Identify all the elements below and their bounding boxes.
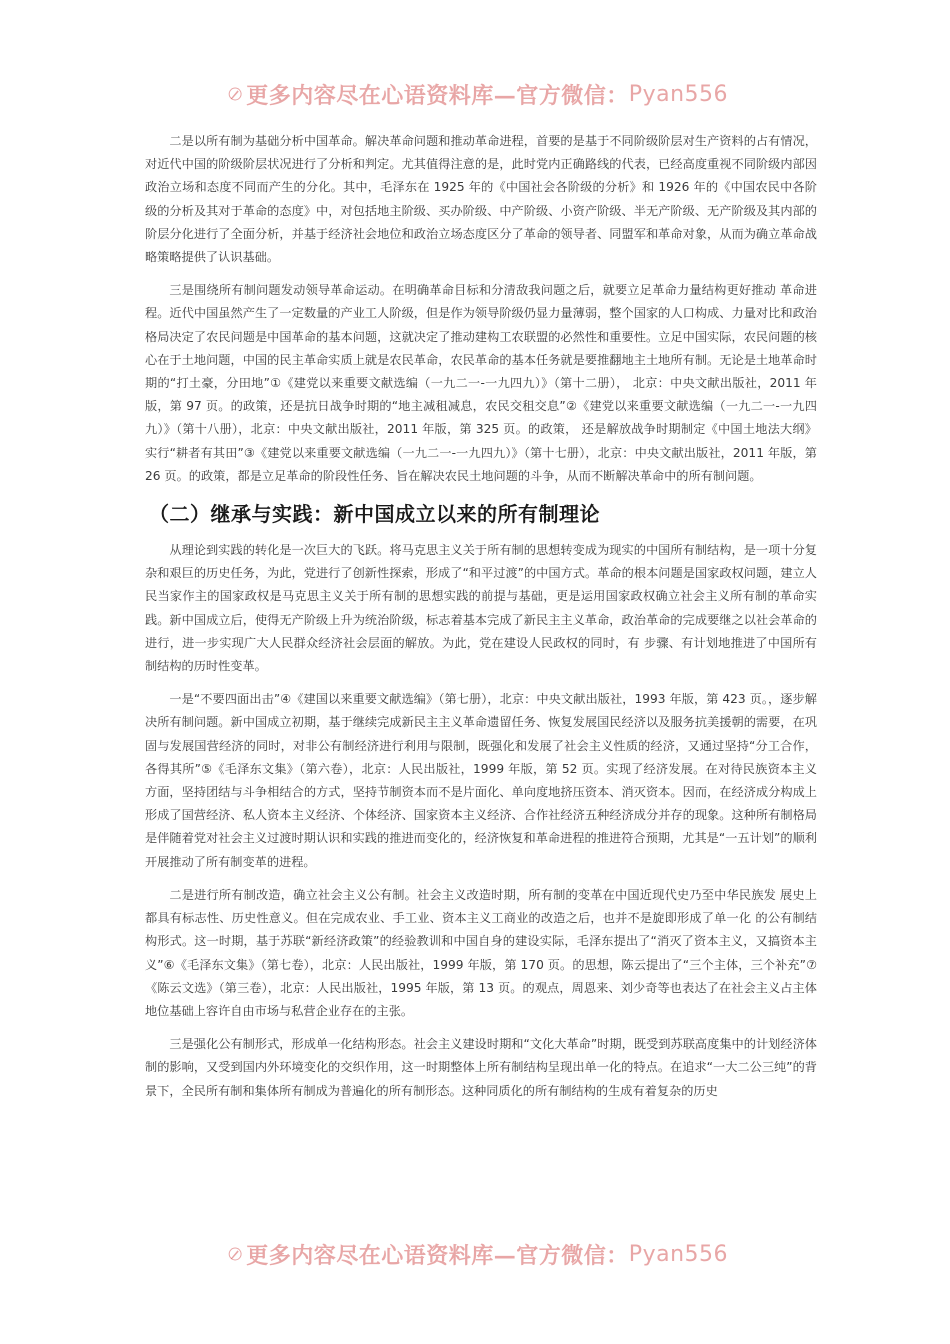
paragraph: 三是强化公有制形式，形成单一化结构形态。社会主义建设时期和“文化大革命”时期，既受到苏联高度集中的计划经济体制的影响，又受到国内外环境变化的交织作用，这一时期整体上所有制结构呈现出单一化的特点。在追求“一大二公三纯”的背景下，全民所有制和集体所有制成为普遍化的所有制形态。这种同质化的所有制结构的生成有着复杂的历史 [145,1037,817,1098]
header-banner [228,72,728,116]
document-body [145,130,817,1113]
banner-wechat-id: Pyan556 [628,1241,728,1267]
paragraph: 从理论到实践的转化是一次巨大的飞跃。将马克思主义关于所有制的思想转变成为现实的中国所有制结构，是一项十分复杂和艰巨的历史任务，为此，党进行了创新性探索，形成了“和平过渡”的中国方式。革命的根本问题是国家政权问题，建立人民当家作主的国家政权是马克思主义关于所有制的思想实践的前提与基础，更是运用国家政权确立社会主义所有制的革命实践。新中国成立后，使得无产阶级上升为统治阶级，标志着基本完成了新民主主义革命，政治革命的完成要继之以社会革命的进行，进一步实现广大人民群众经济社会层面的解放。为此，党在建设人民政权的同时，有 步骤、有计划地推进了中国所有制结构的历时性变革。 [145,543,817,674]
banner-text: 更多内容尽在心语资料库—官方微信： [246,82,629,109]
banner-text: 更多内容尽在心语资料库—官方微信： [246,1242,629,1269]
paragraph: 三是围绕所有制问题发动领导革命运动。在明确革命目标和分清敌我问题之后，就要立足革命力量结构更好推动 革命进程。近代中国虽然产生了一定数量的产业工人阶级，但是作为领导阶级仍显力量薄弱，整个国家的人口构成、力量对比和政治格局决定了农民问题是中国革命的基本问题，这就决定了推动建构工农联盟的必然性和重要性。立足中国实际，农民问题的核心在于土地问题，中国的民主革命实质上就是农民革命，农民革命的基本任务就是要推翻地主土地所有制。无论是土地革命时期的“打土豪，分田地”①《建党以来重要文献选编（一九二一-一九四九）》（第十二册）， 北京：中央文献出版社，2011 年版，第 97 页。的政策，还是抗日战争时期的“地主减租减息，农民交租交息”②《建党以来重要文献选编（一九二一-一九四九）》（第十八册），北京：中央文献出版社，2011 年版，第 325 页。的政策， 还是解放战争时期制定《中国土地法大纲》实行“耕者有其田”③《建党以来重要文献选编（一九二一-一九四九）》（第十七册），北京：中央文献出版社，2011 年版，第 26 页。的政策，都是立足革命的阶段性任务、旨在解决农民土地问题的斗争，从而不断解决革命中的所有制问题。 [145,283,817,483]
pen-logo-icon [228,76,242,112]
banner-wechat-id: Pyan556 [628,81,728,107]
paragraph: 一是“不要四面出击”④《建国以来重要文献选编》（第七册），北京：中央文献出版社，1993 年版，第 423 页。，逐步解决所有制问题。新中国成立初期，基于继续完成新民主主义革命遗留任务、恢复发展国民经济以及服务抗美援朝的需要，在巩固与发展国营经济的同时，对非公有制经济进行利用与限制，既强化和发展了社会主义性质的经济，又通过坚持“分工合作，各得其所”⑤《毛泽东文集》（第六卷），北京：人民出版社，1999 年版，第 52 页。实现了经济发展。在对待民族资本主义方面，坚持团结与斗争相结合的方式，坚持节制资本而不是片面化、单向度地挤压资本、消灭资本。因而，在经济成分构成上形成了国营经济、私人资本主义经济、个体经济、国家资本主义经济、合作社经济五种经济成分并存的现象。这种所有制格局是伴随着党对社会主义过渡时期认识和实践的推进而变化的，经济恢复和革命进程的推进符合预期，尤其是“一五计划”的顺利开展推动了所有制变革的进程。 [145,692,817,869]
pen-logo-icon [228,1236,242,1272]
paragraph: 二是以所有制为基础分析中国革命。解决革命问题和推动革命进程，首要的是基于不同阶级阶层对生产资料的占有情况，对近代中国的阶级阶层状况进行了分析和判定。尤其值得注意的是，此时党内正确路线的代表，已经高度重视不同阶级内部因政治立场和态度不同而产生的分化。其中，毛泽东在 1925 年的《中国社会各阶级的分析》和 1926 年的《中国农民中各阶级的分析及其对于革命的态度》中，对包括地主阶级、买办阶级、中产阶级、小资产阶级、半无产阶级、无产阶级及其内部的阶层分化进行了全面分析，并基于经济社会地位和政治立场态度区分了革命的领导者、同盟军和革命对象，从而为确立革命战略策略提供了认识基础。 [145,134,817,265]
footer-banner [228,1232,728,1276]
paragraph: 二是进行所有制改造，确立社会主义公有制。社会主义改造时期，所有制的变革在中国近现代史乃至中华民族发 展史上都具有标志性、历史性意义。但在完成农业、手工业、资本主义工商业的改造之后，也并不是旋即形成了单一化 的公有制结构形式。这一时期，基于苏联“新经济政策”的经验教训和中国自身的建设实际，毛泽东提出了“消灭了资本主义，又搞资本主义”⑥《毛泽东文集》（第七卷），北京：人民出版社，1999 年版，第 170 页。的思想，陈云提出了“三个主体，三个补充”⑦《陈云文选》（第三卷），北京：人民出版社，1995 年版，第 13 页。的观点，周恩来、刘少奇等也表达了在社会主义占主体地位基础上容许自由市场与私营企业存在的主张。 [145,887,817,1018]
section-heading: （二）继承与实践：新中国成立以来的所有制理论 [149,502,600,527]
